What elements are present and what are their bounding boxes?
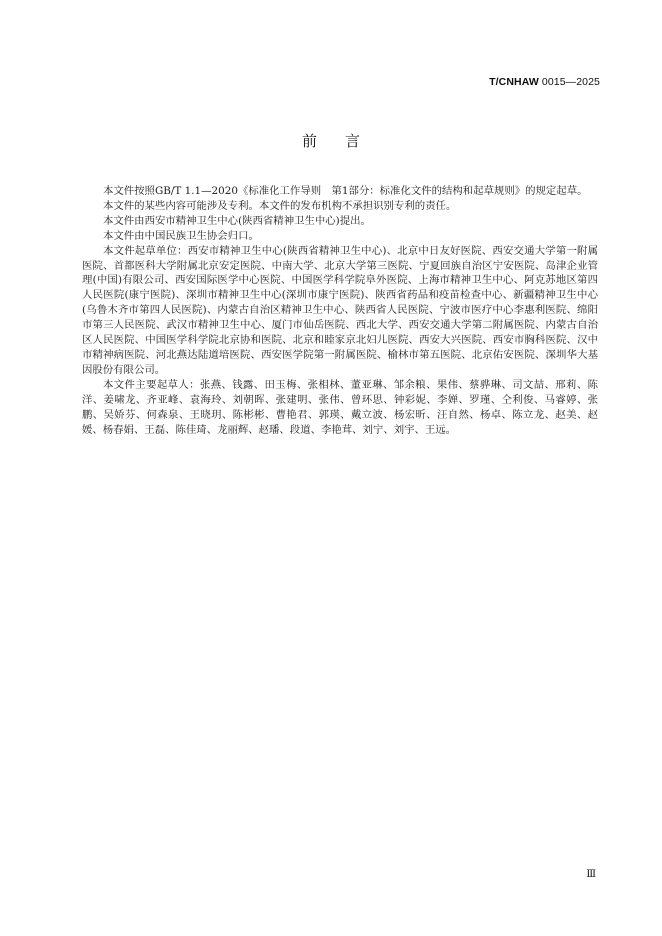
- document-code: [489, 76, 600, 88]
- foreword-body: [82, 184, 598, 437]
- page-title: 前言: [301, 132, 388, 150]
- paragraph-patent-notice: 本文件的某些内容可能涉及专利。本文件的发布机构不承担识别专利的责任。: [103, 199, 457, 212]
- document-code-number: 0015—2025: [538, 76, 600, 88]
- paragraph-drafters: 本文件主要起草人：张燕、钱露、田玉梅、张相林、董亚琳、邹余粮、果伟、蔡骅琳、司文喆、邢莉、陈洋、姜啸龙、齐亚峰、袁海玲、刘朝晖、张建明、张伟、曾环思、钟彩妮、李婵、罗瑾、仝利俊、马睿婷、张鹏、吴娇芬、何森泉、王晓玥、陈彬彬、曹艳君、郭瑛、戴立波、杨宏昕、汪自然、杨卓、陈立龙、赵美、赵媛、杨春娟、王磊、陈佳琦、龙丽辉、赵璠、段道、李艳茸、刘宁、刘宇、王远。: [82, 378, 598, 436]
- paragraph-administrator: 本文件由中国民族卫生协会归口。: [103, 229, 259, 242]
- document-code-prefix: T/CNHAW: [489, 76, 539, 88]
- paragraph-drafting-rules: 本文件按照GB/T 1.1—2020《标准化工作导则 第1部分：标准化文件的结构和起草规则》的规定起草。: [103, 185, 588, 197]
- page-number: Ⅲ: [586, 869, 596, 880]
- paragraph-proposer: 本文件由西安市精神卫生中心(陕西省精神卫生中心)提出。: [103, 214, 371, 227]
- paragraph-drafting-units: 本文件起草单位：西安市精神卫生中心(陕西省精神卫生中心)、北京中日友好医院、西安交通大学第一附属医院、首都医科大学附属北京安定医院、中南大学、北京大学第三医院、宁夏回族自治区宁安医院、岛津企业管理(中国)有限公司、西安国际医学中心医院、中国医学科学院阜外医院、上海市精神卫生中心、阿克苏地区第四人民医院(康宁医院)、深圳市精神卫生中心(深圳市康宁医院)、陕西省药品和疫苗检查中心、新疆精神卫生中心(乌鲁木齐市第四人民医院)、内蒙古自治区精神卫生中心、陕西省人民医院、宁波市医疗中心李惠利医院、绵阳市第三人民医院、武汉市精神卫生中心、厦门市仙岳医院、西北大学、西安交通大学第二附属医院、内蒙古自治区人民医院、中国医学科学院北京协和医院、北京和睦家京北妇儿医院、西安大兴医院、西安市胸科医院、汉中市精神病医院、河北燕达陆道培医院、西安医学院第一附属医院、榆林市第五医院、北京佑安医院、深圳华大基因股份有限公司。: [82, 244, 598, 376]
